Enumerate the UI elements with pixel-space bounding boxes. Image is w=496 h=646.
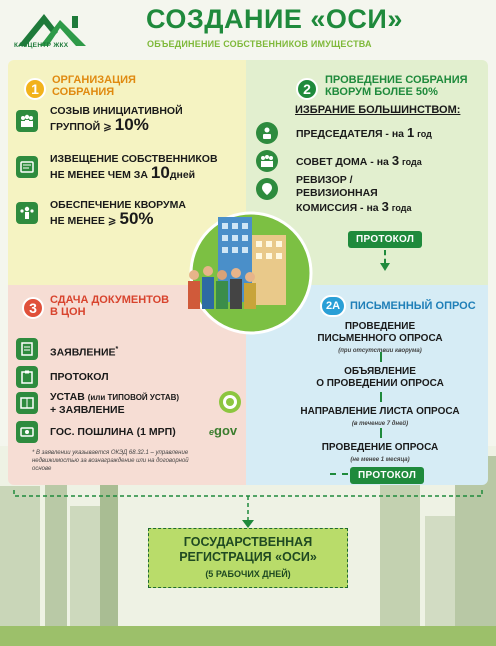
step2a-protocol-badge: ПРОТОКОЛ bbox=[350, 467, 424, 484]
step2-arrow-line bbox=[384, 250, 386, 264]
step1-item-quorum: ОБЕСПЕЧЕНИЕ КВОРУМА НЕ МЕНЕЕ ⩾ 50% bbox=[50, 199, 186, 228]
step2-item-council: СОВЕТ ДОМА - на 3 года bbox=[296, 153, 422, 168]
step2-arrow-down-icon bbox=[380, 263, 390, 271]
seal-icon bbox=[218, 390, 242, 414]
opros-step-final: ПРОВЕДЕНИЕ ОПРОСА (не менее 1 месяца) bbox=[321, 442, 439, 463]
step2-title: ПРОВЕДЕНИЕ СОБРАНИЯ КВОРУМ БОЛЕЕ 50% bbox=[325, 74, 468, 98]
final-registration-box bbox=[148, 528, 348, 588]
step2-item-chairman: ПРЕДСЕДАТЕЛЯ - на 1 год bbox=[296, 125, 432, 140]
house-council-icon bbox=[256, 150, 278, 172]
step3-item-charter: УСТАВ (или ТИПОВОЙ УСТАВ) + ЗАЯВЛЕНИЕ bbox=[50, 391, 180, 416]
opros-arrow-3 bbox=[380, 428, 382, 438]
protocol-doc-icon bbox=[16, 366, 38, 388]
connector-to-final bbox=[8, 486, 488, 530]
page-title: СОЗДАНИЕ «ОСИ» bbox=[146, 4, 403, 34]
step1-title: ОРГАНИЗАЦИЯ СОБРАНИЯ bbox=[52, 74, 136, 98]
step2a-title: ПИСЬМЕННЫЙ ОПРОС bbox=[350, 300, 476, 312]
final-title-line2: РЕГИСТРАЦИЯ «ОСИ» bbox=[179, 550, 317, 564]
notice-icon bbox=[16, 156, 38, 178]
step1-item-notice: ИЗВЕЩЕНИЕ СОБСТВЕННИКОВ НЕ МЕНЕЕ ЧЕМ ЗА 10дней bbox=[50, 153, 218, 182]
step2-protocol-badge: ПРОТОКОЛ bbox=[348, 231, 422, 248]
step2-item-auditor: РЕВИЗОР / РЕВИЗИОННАЯ КОМИССИЯ - на 3 года bbox=[296, 174, 412, 214]
auditor-icon bbox=[256, 178, 278, 200]
final-title-line1: ГОСУДАРСТВЕННАЯ bbox=[183, 535, 313, 549]
step2-number: 2 bbox=[296, 78, 318, 100]
step1-number: 1 bbox=[24, 78, 46, 100]
page-subtitle: ОБЪЕДИНЕНИЕ СОБСТВЕННИКОВ ИМУЩЕСТВА bbox=[147, 39, 372, 49]
final-sub: (5 РАБОЧИХ ДНЕЙ) bbox=[205, 569, 291, 579]
opros-arrow-2 bbox=[380, 392, 382, 402]
opros-step-conduct: ПРОВЕДЕНИЕ ПИСЬМЕННОГО ОПРОСА (при отсутствии кворума) bbox=[317, 321, 443, 354]
building-residents-illustration bbox=[176, 205, 326, 335]
step3-footnote: * В заявлении указывается ОКЭД 68.32.1 – управление недвижимостью за вознаграждение или на договорной основе bbox=[32, 450, 189, 472]
chairman-icon bbox=[256, 122, 278, 144]
group-icon bbox=[16, 110, 38, 132]
step3-item-protocol: ПРОТОКОЛ bbox=[50, 371, 109, 383]
step3-item-application: ЗАЯВЛЕНИЕ* bbox=[50, 346, 119, 359]
step3-number: 3 bbox=[22, 297, 44, 319]
opros-step-announce: ОБЪЯВЛЕНИЕ О ПРОВЕДЕНИИ ОПРОСА bbox=[316, 366, 444, 389]
logo-text: КАЗЦЕНТР ЖКХ bbox=[14, 42, 69, 49]
step2a-protocol-arrow bbox=[330, 473, 348, 475]
majority-label: ИЗБРАНИЕ БОЛЬШИНСТВОМ: bbox=[295, 104, 461, 116]
opros-arrow-1 bbox=[380, 352, 382, 362]
step2a-number: 2А bbox=[320, 295, 346, 317]
step1-item-initiative: СОЗЫВ ИНИЦИАТИВНОЙ ГРУППОЙ ⩾ 10% bbox=[50, 105, 183, 134]
egov-logo: egov bbox=[209, 423, 238, 438]
step3-item-fee: ГОС. ПОШЛИНА (1 МРП) bbox=[50, 426, 176, 438]
step3-title: СДАЧА ДОКУМЕНТОВ В ЦОН bbox=[50, 294, 170, 318]
quorum-icon bbox=[16, 202, 38, 224]
opros-step-send: НАПРАВЛЕНИЕ ЛИСТА ОПРОСА (в течение 7 дней) bbox=[300, 406, 460, 427]
fee-icon bbox=[16, 421, 38, 443]
application-icon bbox=[16, 338, 38, 360]
charter-icon bbox=[16, 392, 38, 414]
